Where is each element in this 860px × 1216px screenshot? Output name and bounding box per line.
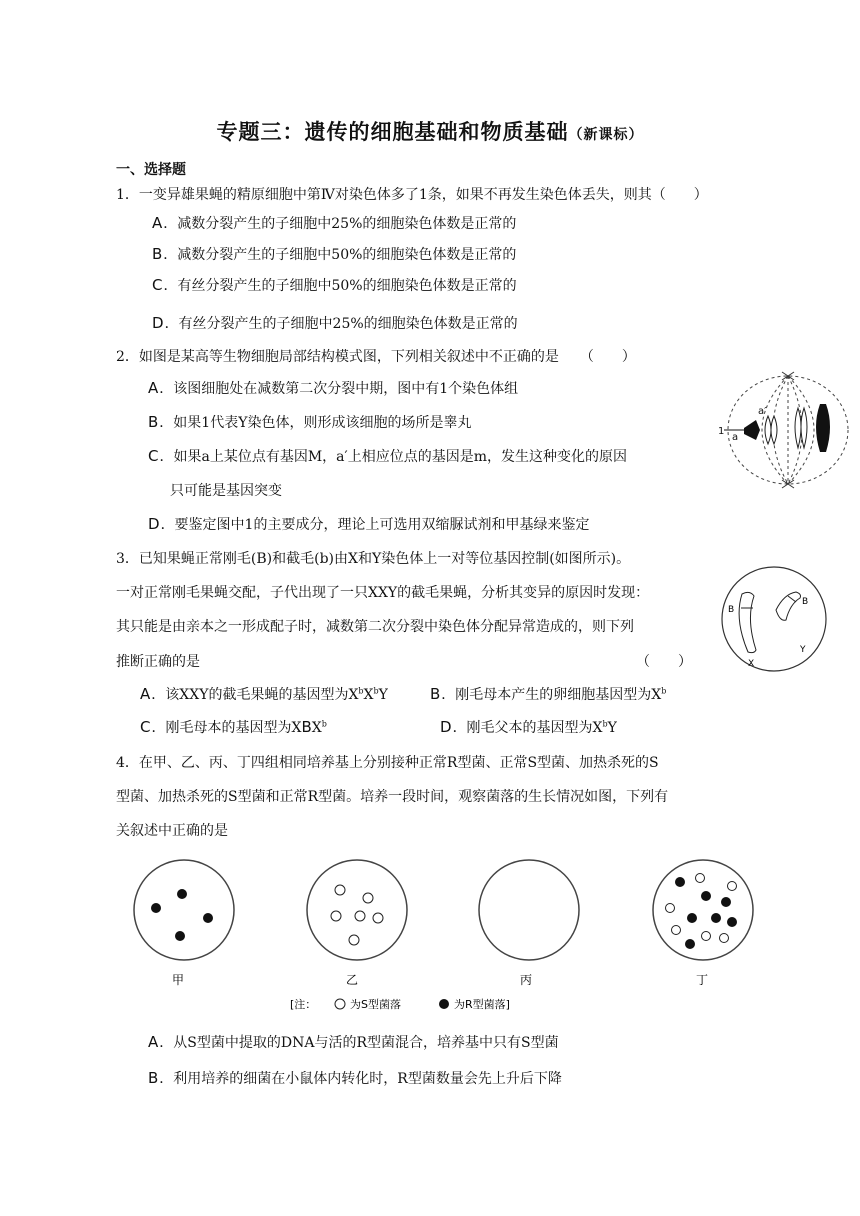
option-letter: A — [152, 214, 163, 232]
q4-option-b — [148, 1068, 562, 1088]
option-letter: B — [148, 413, 159, 431]
q3-option-c — [140, 717, 327, 737]
plate-jia — [134, 860, 234, 960]
allele-letter: B — [301, 718, 312, 736]
legend-s-marker — [335, 999, 345, 1009]
option-text: ．减数分裂产生的子细胞中50%的细胞染色体数是正常的 — [163, 247, 517, 263]
option-text: ．从S型菌中提取的DNA与活的R型菌混合，培养基中只有S型菌 — [159, 1035, 559, 1051]
option-letter: C — [148, 447, 159, 465]
fig-label-b2: B — [802, 597, 809, 607]
option-letter: A — [140, 685, 151, 703]
spindle-cell-figure — [716, 364, 856, 494]
q3-stem-line-2: 一对正常刚毛果蝇交配，子代出现了一只XXY的截毛果蝇，分析其变异的原因时发现： — [116, 585, 650, 601]
option-text: X — [363, 687, 374, 703]
chromosome-4 — [816, 404, 830, 452]
option-letter: A — [148, 379, 159, 397]
plate-label-ding: 丁 — [696, 973, 709, 987]
q3-option-a — [140, 684, 388, 704]
option-letter: B — [148, 1069, 159, 1087]
fig-label-b1: B — [728, 605, 735, 615]
plate-label-yi: 乙 — [346, 973, 359, 987]
chromosome-2 — [765, 416, 777, 444]
q2-option-a — [148, 378, 518, 398]
q3-stem-line-3: 其只能是由亲本之一形成配子时，减数第二次分裂中染色体分配异常造成的，则下列 — [116, 619, 634, 635]
fig-label-y: Y — [800, 645, 806, 655]
section-heading: 一、选择题 — [116, 162, 186, 178]
legend-r-label: 为R型菌落] — [454, 998, 510, 1011]
q2-option-c-cont: 只可能是基因突变 — [170, 483, 282, 499]
fig-label-x: X — [748, 659, 755, 669]
q1-stem: 1．一变异雄果蝇的精原细胞中第Ⅳ对染色体多了1条，如果不再发生染色体丢失，则其（ ） — [116, 187, 708, 203]
q2-option-d — [148, 514, 589, 534]
legend-r-marker — [439, 999, 449, 1009]
option-text: ．如果1代表Y染色体，则形成该细胞的场所是睾丸 — [159, 415, 472, 431]
option-letter: C — [152, 276, 163, 294]
option-text: ．减数分裂产生的子细胞中25%的细胞染色体数是正常的 — [163, 216, 517, 232]
option-text: ．有丝分裂产生的子细胞中25%的细胞染色体数是正常的 — [164, 316, 518, 332]
title-text: 专题三：遗传的细胞基础和物质基础 — [216, 119, 569, 144]
option-text: X — [311, 720, 322, 736]
option-text: Y — [378, 687, 388, 703]
q2-stem: 2．如图是某高等生物细胞局部结构模式图，下列相关叙述中不正确的是 （ ） — [116, 349, 636, 365]
legend-s-label: 为S型菌落 — [350, 998, 401, 1011]
title-suffix: （新课标） — [568, 127, 644, 143]
option-letter: B — [152, 245, 163, 263]
option-letter: A — [148, 1033, 159, 1051]
q4-option-a — [148, 1032, 559, 1052]
option-text: ．刚毛母本产生的卵细胞基因型为X — [441, 687, 662, 703]
q3-answer-paren: （ ） — [636, 654, 692, 670]
option-text: ．刚毛母本的基因型为X — [151, 720, 302, 736]
chromosome-1 — [744, 420, 760, 440]
q4-stem-line-3: 关叙述中正确的是 — [116, 823, 228, 839]
q4-stem-line-1: 4．在甲、乙、丙、丁四组相同培养基上分别接种正常R型菌、正常S型菌、加热杀死的S — [116, 755, 659, 771]
option-letter: D — [152, 314, 164, 332]
q2-option-c — [148, 446, 627, 466]
q2-option-b — [148, 412, 471, 432]
q3-stem-line-4: 推断正确的是 — [116, 654, 200, 670]
option-letter: D — [148, 515, 160, 533]
fig-label-a-prime: a′ — [758, 406, 767, 417]
allele-superscript: b — [358, 686, 364, 696]
page-title — [0, 116, 860, 146]
plate-yi — [307, 860, 407, 960]
option-text: Y — [607, 720, 617, 736]
fig-label-a: a — [732, 432, 739, 443]
option-text: ．该XXY的截毛果蝇的基因型为X — [151, 687, 359, 703]
option-text: ．要鉴定图中1的主要成分，理论上可选用双缩脲试剂和甲基绿来鉴定 — [160, 517, 590, 533]
q3-option-b — [430, 684, 666, 704]
q3-option-d — [440, 717, 617, 737]
plate-label-jia: 甲 — [172, 973, 185, 987]
q1-option-d — [152, 313, 518, 333]
allele-superscript: b — [661, 686, 667, 696]
option-letter: B — [430, 685, 441, 703]
q3-stem-line-1: 3．已知果蝇正常刚毛(B)和截毛(b)由X和Y染色体上一对等位基因控制(如图所示)。 — [116, 551, 631, 567]
option-text: ．有丝分裂产生的子细胞中50%的细胞染色体数是正常的 — [163, 278, 517, 294]
option-text: ．如果a上某位点有基因M，a′上相应位点的基因是m，发生这种变化的原因 — [159, 449, 627, 465]
option-letter: C — [140, 718, 151, 736]
option-text: ．该图细胞处在减数第二次分裂中期，图中有1个染色体组 — [159, 381, 519, 397]
fig-label-1: 1 — [718, 426, 725, 437]
x-chromosome — [739, 592, 756, 652]
allele-superscript: b — [373, 686, 379, 696]
q1-option-c — [152, 275, 517, 295]
q4-stem-line-2: 型菌、加热杀死的S型菌和正常R型菌。培养一段时间，观察菌落的生长情况如图，下列有 — [116, 789, 669, 805]
option-text: ．刚毛父本的基因型为X — [452, 720, 603, 736]
allele-superscript: b — [321, 719, 327, 729]
option-text: ．利用培养的细菌在小鼠体内转化时，R型菌数量会先上升后下降 — [159, 1071, 562, 1087]
petri-dish-figure — [120, 858, 760, 1018]
q1-option-a — [152, 213, 516, 233]
plate-bing — [479, 860, 579, 960]
legend-open: [注： — [290, 998, 317, 1011]
plate-label-bing: 丙 — [520, 973, 533, 987]
q1-option-b — [152, 244, 516, 264]
allele-superscript: b — [602, 719, 608, 729]
option-letter: D — [440, 718, 452, 736]
xy-chromosome-figure — [704, 564, 844, 674]
